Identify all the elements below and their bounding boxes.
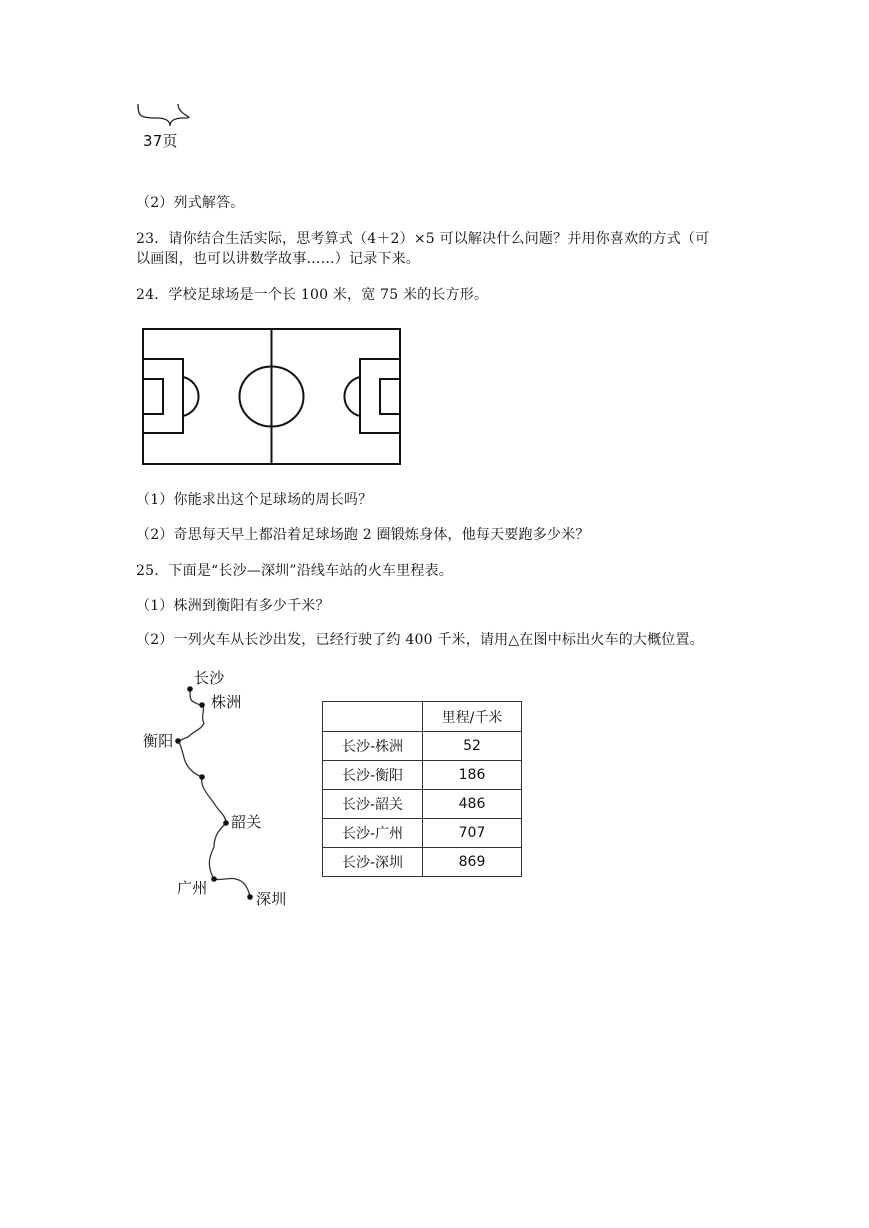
distance-cell: 869: [423, 848, 522, 877]
right-goal-box: [380, 379, 400, 414]
table-row: [323, 761, 522, 790]
right-penalty-arc: [344, 377, 360, 416]
mileage-table: [322, 701, 522, 877]
distance-cell: 707: [423, 819, 522, 848]
left-penalty-arc: [183, 377, 199, 416]
q23-line1: 23．请你结合生活实际，思考算式（4＋2）×5 可以解决什么问题？并用你喜欢的方式（可: [136, 231, 710, 247]
station-label-hengyang: 衡阳: [143, 732, 174, 750]
route-cell: 长沙-广州: [323, 819, 423, 848]
station-dot-changsha: [187, 686, 193, 692]
railway-line: [178, 689, 250, 897]
q24-part1: （1）你能求出这个足球场的周长吗？: [136, 492, 373, 508]
station-dot-guangzhou: [211, 876, 217, 882]
table-row: [323, 790, 522, 819]
station-dot-shaoguan: [223, 820, 229, 826]
q24-part2: （2）奇思每天早上都沿着足球场跑 2 圈锻炼身体，他每天要跑多少米？: [136, 527, 590, 543]
station-label-shenzhen: 深圳: [256, 890, 287, 908]
table-row: [323, 819, 522, 848]
distance-cell: 52: [423, 732, 522, 761]
q22-part2: （2）列式解答。: [136, 195, 245, 211]
station-dot-intermediate: [199, 774, 205, 780]
q23-line2: 以画图，也可以讲数学故事……）记录下来。: [136, 251, 420, 267]
q25-stem: 25．下面是“长沙—深圳”沿线车站的火车里程表。: [136, 563, 453, 579]
table-header-row: [323, 702, 522, 732]
q24-stem: 24．学校足球场是一个长 100 米，宽 75 米的长方形。: [136, 287, 489, 303]
station-dot-hengyang: [175, 738, 181, 744]
station-label-shaoguan: 韶关: [231, 813, 262, 831]
table-row: [323, 848, 522, 877]
distance-cell: 186: [423, 761, 522, 790]
route-cell: 长沙-株洲: [323, 732, 423, 761]
table-header-cell: 里程/千米: [423, 702, 522, 732]
table-header-cell: [323, 702, 423, 732]
station-label-guangzhou: 广州: [177, 879, 208, 897]
q25-part1: （1）株洲到衡阳有多少千米？: [136, 598, 330, 614]
station-label-changsha: 长沙: [194, 669, 225, 687]
station-label-zhuzhou: 株洲: [211, 693, 242, 711]
q25-part2: （2）一列火车从长沙出发，已经行驶了约 400 千米，请用△在图中标出火车的大概位置。: [136, 632, 704, 648]
table-row: [323, 732, 522, 761]
station-dot-shenzhen: [247, 894, 253, 900]
distance-cell: 486: [423, 790, 522, 819]
station-dot-zhuzhou: [199, 702, 205, 708]
route-cell: 长沙-深圳: [323, 848, 423, 877]
route-cell: 长沙-衡阳: [323, 761, 423, 790]
route-cell: 长沙-韶关: [323, 790, 423, 819]
brace-label: 37页: [143, 132, 178, 150]
left-goal-box: [143, 379, 163, 414]
soccer-field-diagram: [142, 328, 404, 468]
